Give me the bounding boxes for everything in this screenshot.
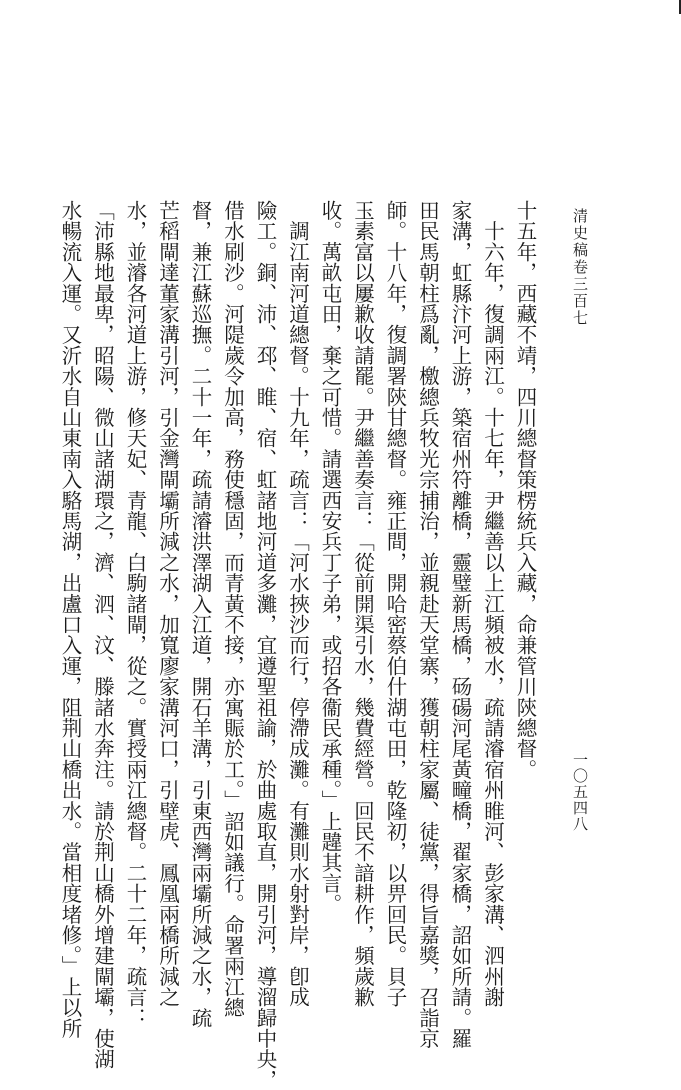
text-column: 借水刷沙。河隄歲令加高，務使穩固，而青黃不接，亦寓賑於工。」詔如議行。命署兩江總	[220, 200, 245, 1018]
text-column: 師。十八年，復調署陝甘總督。雍正間，開哈密蔡伯什湖屯田，乾隆初，以畀回民。貝子	[383, 200, 407, 1008]
text-column: 十五年，西藏不靖，四川總督策楞統兵入藏，命兼管川陝總督。	[513, 200, 537, 780]
text-column: 督，兼江蘇巡撫。二十一年，疏請濬洪澤湖入江道，開石羊溝，引東西灣兩壩所減之水，疏	[188, 200, 212, 1028]
text-column: 田民馬朝柱爲亂，檄總兵牧光宗捕治，並親赴天堂寨，獲朝柱家屬、徒黨，得旨嘉獎，召詣京	[415, 200, 440, 1049]
text-column: 收。萬畝屯田，棄之可惜。請選西安兵丁子弟，或招各衞民承種。」上韙其言。	[318, 200, 342, 915]
page-number: 一〇五四八	[571, 752, 589, 832]
text-column: 芒稻閘達董家溝引河，引金灣閘壩所減之水，加寬廖家溝河口，引壁虎、鳳凰兩橋所減之	[155, 200, 180, 1008]
text-column: 險工。銅、沛、邳、睢、宿、虹諸地河道多灘，宜遵聖祖諭，於曲處取直，開引河，導溜歸中央，	[253, 200, 277, 1090]
text-column: 家溝，虹縣汴河上游，築宿州符離橋，靈璧新馬橋，砀碭河尾黃疃橋，翟家橋，詔如所請。羅	[448, 200, 472, 1049]
text-column: 水暢流入運。又沂水自山東南入駱馬湖，出盧口入運，阻荆山橋出水。當相度堵修。」上以所	[58, 200, 82, 1039]
text-column: 調江南河道總督。十九年，疏言：「河水挾沙而行，停滯成灘。有灘則水射對岸，卽成	[285, 200, 310, 1008]
text-column: 玉素富以屢歉收請罷。尹繼善奏言：「從前開渠引水，幾費經營。回民不諳耕作，頻歲歉	[350, 200, 375, 1008]
text-column: 水，並濬各河道上游，修天妃、青龍、白駒諸閘，從之。實授兩江總督。二十二年，疏言：	[123, 200, 147, 1028]
text-column: 「沛縣地最卑，昭陽、微山諸湖環之，濟、泗、汶、滕諸水奔注。請於荆山橋外增建閘壩，使湖	[90, 200, 115, 1070]
vertical-text-body	[54, 200, 542, 1090]
text-column: 十六年，復調兩江。十七年，尹繼善以上江頻被水，疏請濬宿州睢河、彭家溝、泗州謝	[480, 200, 505, 1008]
running-title: 清史稿卷三百七	[571, 208, 589, 327]
